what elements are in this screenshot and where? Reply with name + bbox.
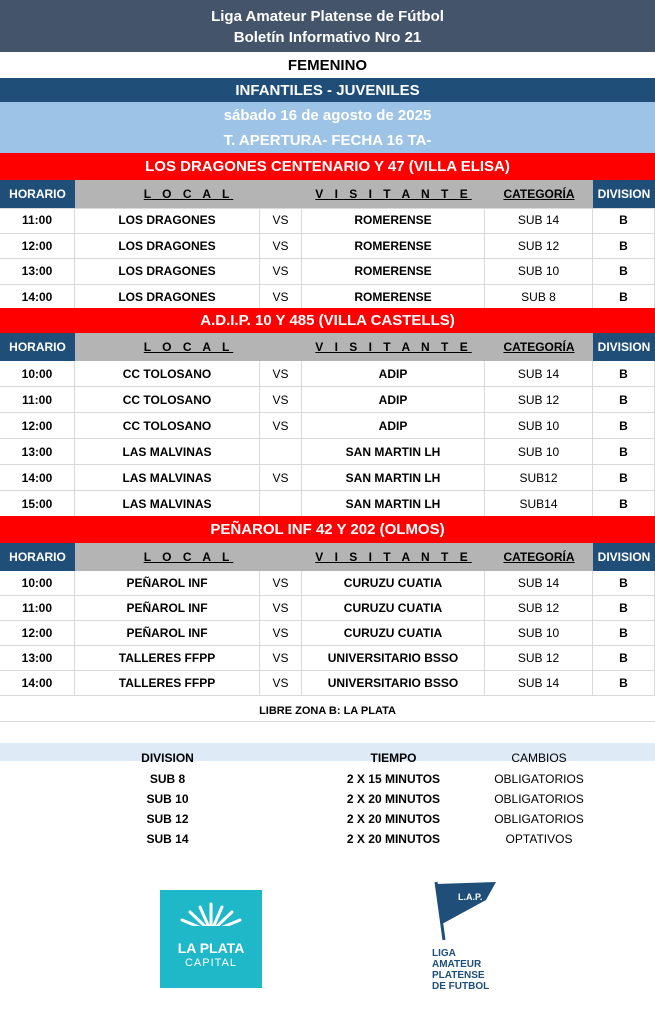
match-local: CC TOLOSANO bbox=[75, 361, 260, 386]
match-division: B bbox=[593, 439, 655, 464]
col-categoria: CATEGORÍA bbox=[485, 543, 593, 571]
match-vs: VS bbox=[260, 465, 302, 490]
match-visitor: SAN MARTIN LH bbox=[302, 491, 485, 516]
match-category: SUB 10 bbox=[485, 439, 593, 464]
match-division: B bbox=[593, 571, 655, 595]
match-row bbox=[0, 646, 655, 671]
rules-cambios: OBLIGATORIOS bbox=[494, 772, 584, 786]
rules-tiempo: 2 X 20 MINUTOS bbox=[346, 812, 441, 826]
rules-division: SUB 10 bbox=[146, 792, 189, 806]
match-division: B bbox=[593, 596, 655, 620]
venue-title: A.D.I.P. 10 Y 485 (VILLA CASTELLS) bbox=[0, 308, 655, 333]
match-vs: VS bbox=[260, 621, 302, 645]
rules-tiempo: 2 X 20 MINUTOS bbox=[346, 832, 441, 846]
lap-line3: PLATENSE bbox=[432, 970, 485, 981]
match-local: CC TOLOSANO bbox=[75, 413, 260, 438]
rules-header bbox=[0, 748, 655, 768]
match-local: TALLERES FFPP bbox=[75, 671, 260, 695]
match-division: B bbox=[593, 361, 655, 386]
match-division: B bbox=[593, 465, 655, 490]
match-category: SUB 14 bbox=[485, 361, 593, 386]
col-horario: HORARIO bbox=[0, 543, 75, 571]
rules-cambios: OPTATIVOS bbox=[505, 832, 573, 846]
la-plata-capital-logo bbox=[160, 890, 262, 988]
match-row bbox=[0, 208, 655, 234]
match-visitor: ROMERENSE bbox=[302, 259, 485, 284]
match-category: SUB 14 bbox=[485, 671, 593, 695]
match-category: SUB 12 bbox=[485, 596, 593, 620]
sunburst-icon bbox=[160, 890, 262, 988]
match-vs: VS bbox=[260, 671, 302, 695]
match-vs: VS bbox=[260, 285, 302, 310]
match-division: B bbox=[593, 621, 655, 645]
table-header bbox=[0, 333, 655, 361]
match-vs: VS bbox=[260, 596, 302, 620]
match-visitor: ADIP bbox=[302, 361, 485, 386]
match-division: B bbox=[593, 491, 655, 516]
match-local: LOS DRAGONES bbox=[75, 259, 260, 284]
col-horario: HORARIO bbox=[0, 180, 75, 208]
match-division: B bbox=[593, 259, 655, 284]
match-time: 14:00 bbox=[0, 671, 75, 695]
match-vs: VS bbox=[260, 208, 302, 233]
col-categoria: CATEGORÍA bbox=[485, 333, 593, 361]
match-time: 15:00 bbox=[0, 491, 75, 516]
match-local: PEÑAROL INF bbox=[75, 571, 260, 595]
match-division: B bbox=[593, 387, 655, 412]
match-time: 12:00 bbox=[0, 621, 75, 645]
match-category: SUB 12 bbox=[485, 234, 593, 259]
match-visitor: SAN MARTIN LH bbox=[302, 465, 485, 490]
match-time: 13:00 bbox=[0, 646, 75, 670]
match-time: 13:00 bbox=[0, 259, 75, 284]
match-visitor: UNIVERSITARIO BSSO bbox=[302, 646, 485, 670]
match-division: B bbox=[593, 671, 655, 695]
match-division: B bbox=[593, 285, 655, 310]
match-category: SUB12 bbox=[485, 465, 593, 490]
match-vs: VS bbox=[260, 259, 302, 284]
match-date: sábado 16 de agosto de 2025 bbox=[0, 102, 655, 128]
lap-flag-text: L.A.P. bbox=[458, 892, 483, 902]
col-division: DIVISION bbox=[593, 180, 655, 208]
match-row bbox=[0, 285, 655, 311]
rules-division: SUB 12 bbox=[146, 812, 189, 826]
logo-line1: LA PLATA bbox=[177, 940, 245, 956]
match-category: SUB 12 bbox=[485, 387, 593, 412]
match-row bbox=[0, 596, 655, 621]
match-local: LAS MALVINAS bbox=[75, 439, 260, 464]
match-visitor: ADIP bbox=[302, 387, 485, 412]
match-visitor: UNIVERSITARIO BSSO bbox=[302, 671, 485, 695]
match-local: LOS DRAGONES bbox=[75, 285, 260, 310]
col-visitante: V I S I T A N T E bbox=[302, 180, 485, 208]
match-row bbox=[0, 361, 655, 387]
col-categoria: CATEGORÍA bbox=[485, 180, 593, 208]
match-local: PEÑAROL INF bbox=[75, 621, 260, 645]
col-division: DIVISION bbox=[593, 333, 655, 361]
match-category: SUB14 bbox=[485, 491, 593, 516]
table-header bbox=[0, 180, 655, 208]
match-visitor: CURUZU CUATIA bbox=[302, 596, 485, 620]
col-visitante: V I S I T A N T E bbox=[302, 543, 485, 571]
col-local: L O C A L bbox=[75, 180, 302, 208]
rules-division: SUB 14 bbox=[146, 832, 189, 846]
rules-row bbox=[0, 769, 655, 789]
match-time: 12:00 bbox=[0, 413, 75, 438]
division-title: INFANTILES - JUVENILES bbox=[0, 78, 655, 102]
col-division: DIVISION bbox=[593, 543, 655, 571]
match-vs: VS bbox=[260, 413, 302, 438]
match-row bbox=[0, 413, 655, 439]
match-category: SUB 14 bbox=[485, 571, 593, 595]
libre-note: LIBRE ZONA B: LA PLATA bbox=[0, 700, 655, 722]
match-category: SUB 14 bbox=[485, 208, 593, 233]
rules-col-division: DIVISION bbox=[141, 751, 194, 765]
match-visitor: ROMERENSE bbox=[302, 234, 485, 259]
match-visitor: ROMERENSE bbox=[302, 208, 485, 233]
match-local: LAS MALVINAS bbox=[75, 491, 260, 516]
match-local: CC TOLOSANO bbox=[75, 387, 260, 412]
match-vs: VS bbox=[260, 361, 302, 386]
match-category: SUB 12 bbox=[485, 646, 593, 670]
rules-cambios: OBLIGATORIOS bbox=[494, 812, 584, 826]
match-time: 14:00 bbox=[0, 285, 75, 310]
match-time: 13:00 bbox=[0, 439, 75, 464]
rules-col-tiempo: TIEMPO bbox=[370, 751, 417, 765]
match-local: LOS DRAGONES bbox=[75, 208, 260, 233]
match-row bbox=[0, 387, 655, 413]
venue-title: LOS DRAGONES CENTENARIO Y 47 (VILLA ELISA) bbox=[0, 153, 655, 180]
col-visitante: V I S I T A N T E bbox=[302, 333, 485, 361]
lap-line4: DE FUTBOL bbox=[432, 981, 490, 992]
match-time: 11:00 bbox=[0, 596, 75, 620]
col-local: L O C A L bbox=[75, 543, 302, 571]
match-local: TALLERES FFPP bbox=[75, 646, 260, 670]
match-vs bbox=[260, 439, 302, 464]
match-local: LOS DRAGONES bbox=[75, 234, 260, 259]
logo-line2: CAPITAL bbox=[184, 957, 238, 969]
match-time: 10:00 bbox=[0, 571, 75, 595]
match-visitor: ADIP bbox=[302, 413, 485, 438]
rules-tiempo: 2 X 15 MINUTOS bbox=[346, 772, 441, 786]
match-visitor: ROMERENSE bbox=[302, 285, 485, 310]
match-row bbox=[0, 465, 655, 491]
rules-row bbox=[0, 809, 655, 829]
match-category: SUB 10 bbox=[485, 621, 593, 645]
match-category: SUB 10 bbox=[485, 413, 593, 438]
match-row bbox=[0, 491, 655, 517]
col-local: L O C A L bbox=[75, 333, 302, 361]
match-vs: VS bbox=[260, 571, 302, 595]
match-time: 14:00 bbox=[0, 465, 75, 490]
match-time: 12:00 bbox=[0, 234, 75, 259]
match-division: B bbox=[593, 234, 655, 259]
lap-logo-text bbox=[432, 948, 489, 992]
rules-cambios: OBLIGATORIOS bbox=[494, 792, 584, 806]
venue-title: PEÑAROL INF 42 Y 202 (OLMOS) bbox=[0, 516, 655, 543]
match-time: 11:00 bbox=[0, 208, 75, 233]
match-division: B bbox=[593, 208, 655, 233]
match-vs: VS bbox=[260, 646, 302, 670]
league-title: Liga Amateur Platense de Fútbol bbox=[211, 8, 444, 25]
match-visitor: CURUZU CUATIA bbox=[302, 571, 485, 595]
rules-division: SUB 8 bbox=[149, 772, 186, 786]
match-visitor: SAN MARTIN LH bbox=[302, 439, 485, 464]
category-title: FEMENINO bbox=[0, 52, 655, 78]
rules-row bbox=[0, 789, 655, 809]
match-row bbox=[0, 259, 655, 285]
match-local: PEÑAROL INF bbox=[75, 596, 260, 620]
table-header bbox=[0, 543, 655, 571]
bulletin-header bbox=[0, 0, 655, 52]
match-visitor: CURUZU CUATIA bbox=[302, 621, 485, 645]
rules-tiempo: 2 X 20 MINUTOS bbox=[346, 792, 441, 806]
lap-line1: LIGA bbox=[432, 948, 456, 959]
match-row bbox=[0, 621, 655, 646]
match-vs: VS bbox=[260, 387, 302, 412]
match-time: 10:00 bbox=[0, 361, 75, 386]
match-vs: VS bbox=[260, 234, 302, 259]
match-category: SUB 8 bbox=[485, 285, 593, 310]
match-row bbox=[0, 439, 655, 465]
match-row bbox=[0, 234, 655, 260]
match-local: LAS MALVINAS bbox=[75, 465, 260, 490]
match-category: SUB 10 bbox=[485, 259, 593, 284]
bulletin-number: Boletín Informativo Nro 21 bbox=[233, 29, 422, 46]
match-time: 11:00 bbox=[0, 387, 75, 412]
match-row bbox=[0, 571, 655, 596]
tournament-round: T. APERTURA- FECHA 16 TA- bbox=[0, 128, 655, 153]
match-division: B bbox=[593, 413, 655, 438]
match-row bbox=[0, 671, 655, 696]
rules-col-cambios: CAMBIOS bbox=[511, 751, 567, 765]
match-division: B bbox=[593, 646, 655, 670]
lap-line2: AMATEUR bbox=[432, 959, 482, 970]
rules-row bbox=[0, 829, 655, 849]
col-horario: HORARIO bbox=[0, 333, 75, 361]
match-vs bbox=[260, 491, 302, 516]
